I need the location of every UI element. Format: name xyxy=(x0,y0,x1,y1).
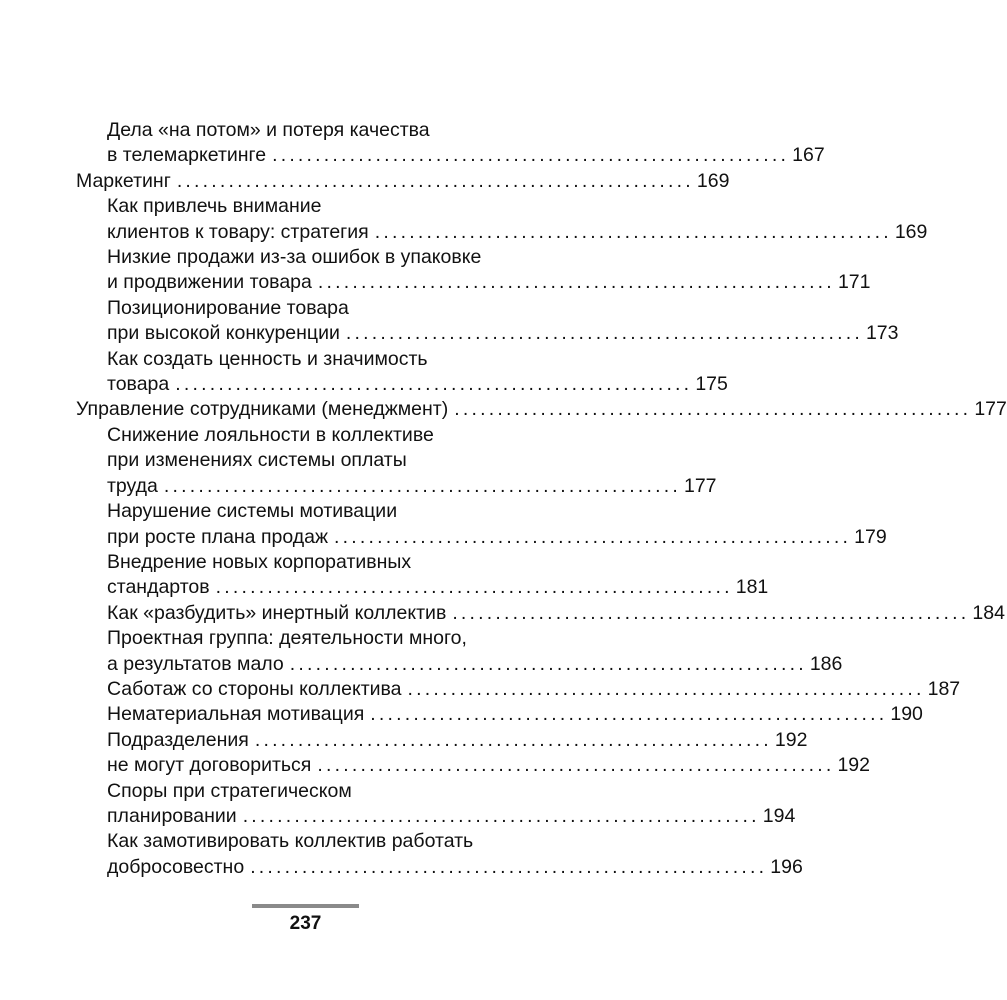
toc-page-number: 192 xyxy=(837,754,870,777)
toc-subsection[interactable] xyxy=(76,245,871,296)
toc-page-number: 184 xyxy=(972,601,1005,624)
dot-leader: ............................................................ xyxy=(250,855,768,878)
toc-page-number: 186 xyxy=(809,652,843,675)
toc-entry-row xyxy=(107,525,887,550)
toc-entry-text: Как замотивировать коллектив работать xyxy=(107,830,474,853)
toc-entry-text: клиентов к товару: стратегия xyxy=(107,220,369,243)
toc-entry-row xyxy=(107,474,717,499)
toc-entry-text: Саботаж со стороны коллектива xyxy=(107,677,402,700)
toc-entry-text: планировании xyxy=(107,804,237,827)
toc-subsection[interactable] xyxy=(76,829,803,880)
toc-page-number: 190 xyxy=(890,703,923,726)
toc-entry-text: при росте плана продаж xyxy=(107,525,329,548)
toc-entry-row xyxy=(107,372,728,397)
toc-subsection[interactable] xyxy=(76,702,923,727)
toc-entry-text: и продвижении товара xyxy=(107,271,312,294)
toc-entry-row xyxy=(107,804,796,829)
toc-subsection[interactable] xyxy=(76,601,1005,626)
toc-page-number: 196 xyxy=(770,855,803,878)
dot-leader: ............................................................ xyxy=(163,474,681,497)
toc-subsection[interactable] xyxy=(76,753,870,778)
toc-entry-row xyxy=(107,652,843,677)
toc-entry-row xyxy=(107,143,825,168)
toc-entry-row xyxy=(107,728,808,753)
toc-entry-text: Подразделения xyxy=(107,728,249,751)
dot-leader: ............................................................ xyxy=(334,525,852,548)
toc-entry-text: Управление сотрудниками (менеджмент) xyxy=(76,398,449,421)
toc-page-number: 187 xyxy=(927,677,961,700)
toc-entry-text: Дела «на потом» и потеря качества xyxy=(107,119,430,141)
toc-entry-text: не могут договориться xyxy=(107,754,312,777)
toc-subsection[interactable] xyxy=(76,677,961,702)
toc-page-number: 173 xyxy=(865,322,899,345)
toc-entry-text: при высокой конкуренции xyxy=(107,322,340,345)
toc-subsection[interactable] xyxy=(76,296,899,347)
toc-entry-text: Как «разбудить» инертный коллектив xyxy=(107,601,447,624)
toc-entry-row xyxy=(107,677,961,702)
toc-entry-text: при изменениях системы оплаты xyxy=(107,449,407,472)
toc-page-number: 167 xyxy=(792,144,825,167)
dot-leader: ............................................................ xyxy=(317,754,835,777)
toc-entry-text: Споры при стратегическом xyxy=(107,779,352,802)
table-of-contents xyxy=(76,118,1007,880)
toc-entry-row xyxy=(107,575,769,600)
toc-page-number: 192 xyxy=(774,728,808,751)
footer-rule xyxy=(252,904,359,908)
toc-entry-text: Как привлечь внимание xyxy=(107,195,322,218)
toc-subsection[interactable] xyxy=(76,626,843,677)
dot-leader: ............................................................ xyxy=(345,322,863,345)
toc-page-number: 179 xyxy=(854,525,887,548)
toc-entry-text: в телемаркетинге xyxy=(107,144,267,167)
toc-section[interactable] xyxy=(76,169,730,194)
page-number: 237 xyxy=(289,913,322,934)
toc-subsection[interactable] xyxy=(76,499,887,550)
dot-leader: ............................................................ xyxy=(176,169,694,192)
toc-entry-text: Маркетинг xyxy=(76,169,171,192)
toc-entry-row xyxy=(107,220,928,245)
toc-page-number: 181 xyxy=(735,576,769,599)
toc-entry-text: Внедрение новых корпоративных xyxy=(107,550,412,573)
toc-entry-row xyxy=(107,702,923,727)
toc-entry-row xyxy=(107,321,899,346)
toc-entry-text: Как создать ценность и значимость xyxy=(107,347,428,370)
toc-subsection[interactable] xyxy=(76,728,808,753)
toc-section[interactable] xyxy=(76,397,1007,422)
dot-leader: ............................................................ xyxy=(215,576,733,599)
dot-leader: ............................................................ xyxy=(272,144,790,167)
dot-leader: ............................................................ xyxy=(452,601,970,624)
dot-leader: ............................................................ xyxy=(454,398,972,421)
toc-entry-text: добросовестно xyxy=(107,855,245,878)
toc-entry-text: товара xyxy=(107,373,170,396)
toc-entry-row xyxy=(107,753,870,778)
toc-entry-row xyxy=(107,270,871,295)
toc-entry-text: Позиционирование товара xyxy=(107,296,349,319)
toc-page-number: 169 xyxy=(696,169,730,192)
toc-subsection[interactable] xyxy=(76,779,796,830)
toc-subsection[interactable] xyxy=(76,423,717,499)
toc-page-number: 177 xyxy=(974,398,1007,421)
toc-entry-text: Проектная группа: деятельности много, xyxy=(107,627,467,650)
toc-page-number: 171 xyxy=(837,271,871,294)
toc-entry-text: стандартов xyxy=(107,576,210,599)
toc-entry-text: Нематериальная мотивация xyxy=(107,703,365,726)
toc-subsection[interactable] xyxy=(76,347,728,398)
toc-page-number: 169 xyxy=(894,220,928,243)
toc-entry-row xyxy=(76,169,730,194)
dot-leader: ............................................................ xyxy=(254,728,772,751)
dot-leader: ............................................................ xyxy=(289,652,807,675)
toc-entry-text: а результатов мало xyxy=(107,652,284,675)
toc-entry-text: Снижение лояльности в коллективе xyxy=(107,423,434,446)
dot-leader: ............................................................ xyxy=(407,677,925,700)
dot-leader: ............................................................ xyxy=(317,271,835,294)
toc-entry-row xyxy=(107,601,1005,626)
dot-leader: ............................................................ xyxy=(370,703,888,726)
toc-entry-text: Нарушение системы мотивации xyxy=(107,500,398,523)
dot-leader: ............................................................ xyxy=(374,220,892,243)
dot-leader: ............................................................ xyxy=(175,373,693,396)
toc-subsection[interactable] xyxy=(76,118,825,169)
toc-subsection[interactable] xyxy=(76,550,769,601)
toc-entry-text: труда xyxy=(107,474,158,497)
dot-leader: ............................................................ xyxy=(242,804,760,827)
toc-entry-row xyxy=(107,855,803,880)
toc-page-number: 177 xyxy=(683,474,717,497)
toc-entry-text: Низкие продажи из-за ошибок в упаковке xyxy=(107,246,482,269)
toc-page-number: 175 xyxy=(695,373,728,396)
toc-entry-row xyxy=(76,397,1007,422)
toc-page-number: 194 xyxy=(762,804,796,827)
toc-subsection[interactable] xyxy=(76,194,928,245)
